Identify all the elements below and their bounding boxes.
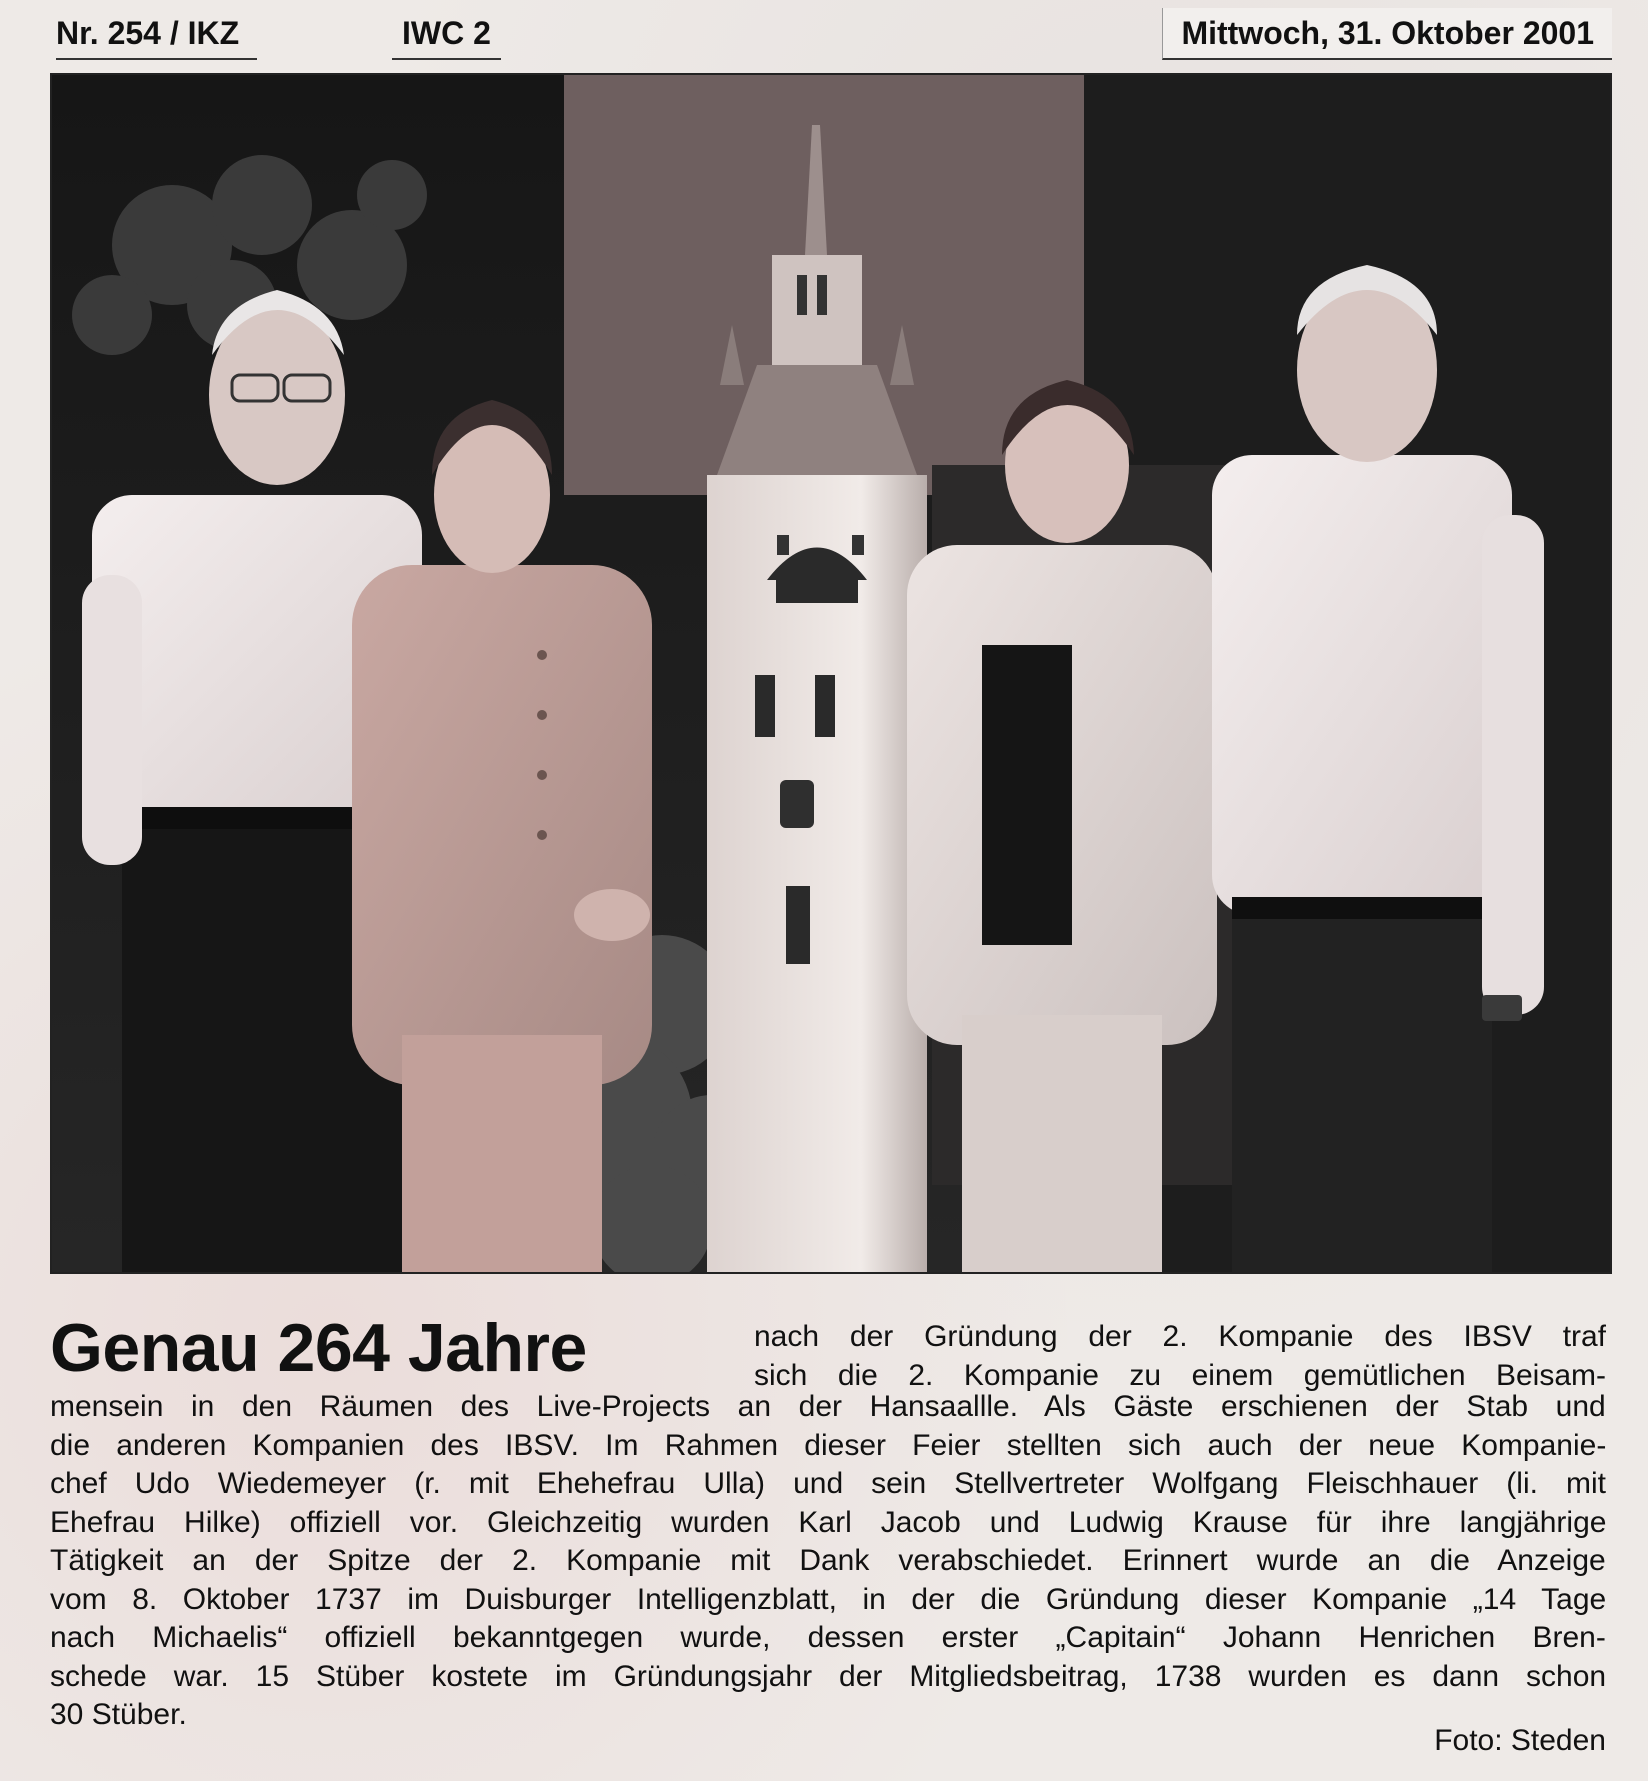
body-line: Ehefrau Hilke) offiziell vor. Gleichzeitig wurden Karl Jacob und Ludwig Krause für ihre langjährige xyxy=(50,1505,1606,1539)
photo-illustration xyxy=(52,75,1610,1272)
body-text xyxy=(50,1388,1606,1735)
body-line: schede war. 15 Stüber kostete im Gründungsjahr der Mitgliedsbeitrag, 1738 wurden es dann schon xyxy=(50,1659,1606,1693)
lead-line: nach der Gründung der 2. Kompanie des IBSV traf xyxy=(754,1320,1606,1353)
body-line: vom 8. Oktober 1737 im Duisburger Intelligenzblatt, in der die Gründung dieser Kompanie „14 Tage xyxy=(50,1582,1606,1616)
body-line: Tätigkeit an der Spitze der 2. Kompanie mit Dank verabschiedet. Erinnert wurde an die Anzeige xyxy=(50,1544,1606,1577)
body-line: nach Michaelis“ offiziell bekanntgegen wurde, dessen erster „Capitain“ Johann Henrichen Bren- xyxy=(50,1621,1606,1654)
lead-text xyxy=(754,1318,1606,1395)
issue-number: Nr. 254 / IKZ xyxy=(56,8,257,60)
lead-line: sich die 2. Kompanie zu einem gemütlichen Beisam- xyxy=(754,1358,1606,1392)
body-line: 30 Stüber. xyxy=(50,1698,187,1731)
section-label: IWC 2 xyxy=(392,8,501,60)
body-line: chef Udo Wiedemeyer (r. mit Ehehefrau Ulla) und sein Stellvertreter Wolfgang Fleischhauer (li. mit xyxy=(50,1467,1606,1500)
photo-credit: Foto: Steden xyxy=(1434,1724,1606,1757)
page-header xyxy=(0,0,1648,70)
article xyxy=(50,1310,1608,1770)
publication-date: Mittwoch, 31. Oktober 2001 xyxy=(1162,8,1612,60)
headline: Genau 264 Jahre xyxy=(50,1310,587,1386)
body-line: mensein in den Räumen des Live-Projects an der Hansaallle. Als Gäste erschienen der Stab und xyxy=(50,1390,1606,1423)
group-photo xyxy=(50,73,1612,1274)
body-line: die anderen Kompanien des IBSV. Im Rahmen dieser Feier stellten sich auch der neue Kompanie- xyxy=(50,1428,1606,1462)
